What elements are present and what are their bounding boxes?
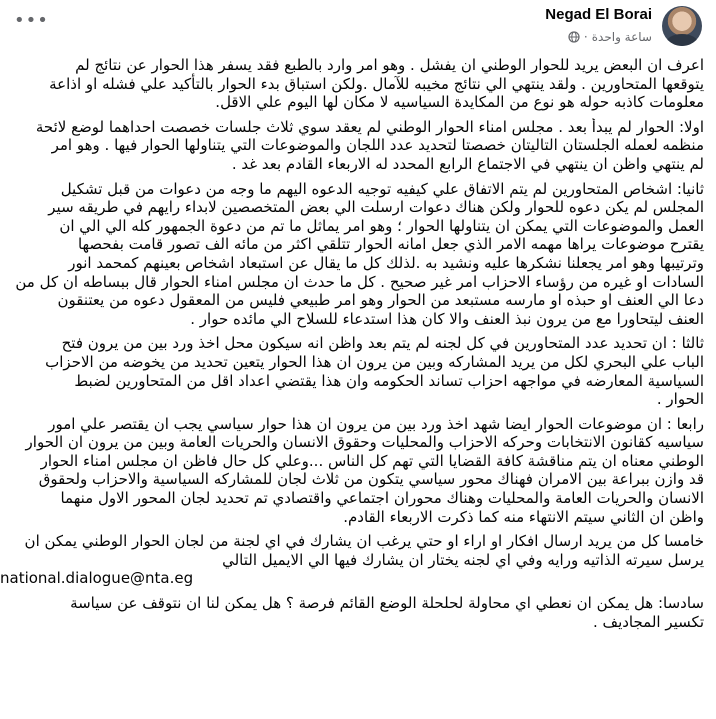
text-line: الانسان والحريات العامة والمحليات وهناك محوران اجتماعي واقتصادي تم تحديد لجان المحور الاول منهما: [60, 489, 704, 508]
text-line: العنف ليتحاورا مع من يرون نبذ العنف والا كان هذا استدعاء للسلاح الي مائده حوار .: [190, 309, 704, 328]
post-meta: [568, 30, 652, 44]
post-header: [0, 0, 716, 56]
text-line: لم ينتهي واظن ان ينتهي في الاجتماع الرابع المحدد له الاربعاء القادم بعد غد .: [231, 154, 704, 173]
text-line: قد وازن ببراعة بين الامران فهناك محور سياسي يتكون من ثلاث لجان للمشاركه السياسية والاحزاب ولحقوق: [38, 470, 704, 489]
text-line: اعرف ان البعض يريد للحوار الوطني ان يفشل . وهو امر وارد بالطبع فقد يسفر هذا الحوار عن نتائج لم: [75, 56, 704, 74]
text-line: اولا: الحوار لم يبدأ بعد . مجلس امناء الحوار الوطني لم يعقد سوي ثلاث جلسات خصصت احداهما لوضع لائحة: [35, 117, 704, 136]
text-line: السادات او غيره من رؤساء الاحزاب امر غير صحيح . كل ما حدث ان مجلس امناء الحوار قال ببساطه ان كل من: [15, 272, 704, 291]
text-line: المجلس لم يكن دعوه للحوار ولكن هناك دعوات ارسلت الي بعض المتخصصين لابداء رايهم في طريقه سير: [48, 198, 704, 217]
text-line: تكسير المجاديف .: [593, 612, 704, 631]
text-line: واظن ان الثاني سيتم الانتهاء منه كما ذكرت الاربعاء القادم.: [343, 507, 704, 526]
text-line: رابعا : ان موضوعات الحوار ايضا شهد اخذ ورد بين من يرون ان هذا حوار سياسي يجب ان يقتصر علي امور: [48, 414, 704, 433]
text-line: دعا الي العنف او حبذه او مارسه مستبعد من الحوار وهو امر طبيعي فليس من المعقول دعوه من يعتنقون: [57, 291, 704, 310]
text-line: منظمه لعمله الجلستان التاليتان خصصتا لتحديد عدد اللجان والموضوعات التي يتناولها الحوار فيها . وهو امر: [51, 136, 704, 155]
email-link[interactable]: national.dialogue@nta.eg: [0, 569, 194, 588]
text-line: العمل والموضوعات التي يمكن ان يتناولها الحوار ؛ وهو امر يماثل ما تم من دعوة الجمهور كله الي الي ان: [59, 216, 704, 235]
more-options-icon[interactable]: •••: [14, 10, 49, 31]
paragraph-second: [0, 180, 704, 329]
post-time[interactable]: ساعة واحدة: [591, 30, 652, 44]
text-line: ثالثا : ان تحديد عدد المتحاورين في كل لجنه لم يتم بعد واظن انه سيكون محل اخذ ورد بين من يرون فتح: [61, 334, 704, 353]
paragraph-third: [0, 334, 704, 408]
avatar[interactable]: [662, 6, 702, 46]
text-line: الوطني معناه ان يتم مناقشة كافة القضايا التي تهم كل الناس ...وعلي كل حال فاظن ان مجلس امناء الحوار: [40, 451, 704, 470]
paragraph-fourth: [0, 415, 704, 527]
text-line: ثانيا: اشخاص المتحاورين لم يتم الاتفاق علي كيفيه توجيه الدعوه اليهم ما وجه من دعوات من قبل تشكيل: [60, 179, 704, 198]
text-line: يرسل سيرته الذاتيه ورايه وفي اي لجنه يختار ان يشارك فيها الي الايميل التالي: [222, 550, 704, 569]
text-line: الحوار .: [656, 390, 704, 409]
paragraph-sixth: [0, 594, 704, 631]
text-line: يتوقعها المتحاورين . ولقد ينتهي الي نتائج مخيبه للآمال .ولكن استباق بدء الحوار بالتأكيد علي فشله او اذاعة: [49, 74, 704, 93]
text-line: معلومات كاذبه حوله هو نوع من المكايدة السياسيه لا مكان لها اليوم علي الاقل.: [215, 93, 704, 112]
meta-separator: ·: [583, 30, 588, 44]
post-body: [0, 56, 704, 637]
text-line: الباب علي البحري لكل من يريد المشاركه وبين من يرون ان هذا الحوار يتعين تحديد من يخوضه من الاحزاب: [45, 352, 704, 371]
text-line: خامسا كل من يريد ارسال افكار او اراء او حتي يرغب ان يشارك في اي لجنة من لجان الحوار الوطني يمكن ان: [24, 532, 704, 551]
author-name[interactable]: Negad El Borai: [545, 6, 652, 23]
text-line: السياسية المعارضه في مواجهه احزاب تساند الحكومه وان هذا يقتضي اعداد اقل من المتحاورين لضبط: [74, 371, 704, 390]
paragraph-first: [0, 118, 704, 174]
paragraph-intro: [0, 56, 704, 112]
paragraph-fifth: [0, 532, 704, 588]
text-line: سادسا: هل يمكن ان نعطي اي محاولة لحلحلة الوضع القائم فرصة ؟ هل يمكن لنا ان نتوقف عن سياسة: [70, 594, 704, 613]
text-line: يقترح موضوعات يراها مهمه الامر الذي جعل امانه الحوار تتلقي اكثر من مائه الف تصور قامت بفحصها: [77, 235, 704, 254]
text-line: سياسيه كقانون الانتخابات وحركه الاحزاب والمحليات وحقوق الانسان والحريات العامة وبين من يرون ان الحوار: [25, 433, 704, 452]
text-line: وترتيبها وهو امر يجعلنا نشكرها عليه ونشيد به .لذلك كل ما يقال عن استبعاد اشخاص بعينهم كمحمد انور: [68, 253, 704, 272]
globe-icon: [568, 31, 580, 43]
